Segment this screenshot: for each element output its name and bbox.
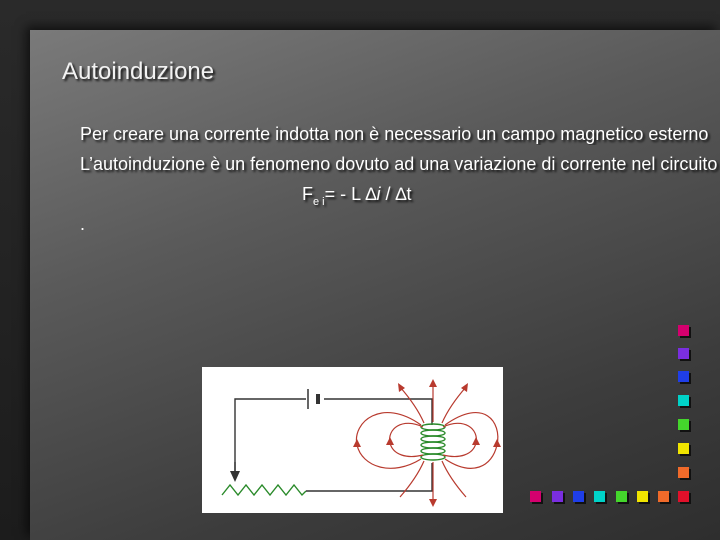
- decor-square: [678, 325, 689, 336]
- decor-square: [678, 491, 689, 502]
- formula-slash: /: [380, 184, 396, 204]
- decor-square: [637, 491, 648, 502]
- solenoid-circuit-figure: [202, 367, 503, 513]
- text-line-2: L’autoinduzione è un fenomeno dovuto ad una variazione di corrente nel circuito: [80, 154, 718, 174]
- slide-title: Autoinduzione: [62, 58, 215, 85]
- formula-i: i: [376, 184, 381, 204]
- decor-square: [678, 371, 689, 382]
- formula-t: t: [406, 184, 412, 204]
- coil-icon: [421, 424, 445, 460]
- solenoid-circuit-icon: [202, 367, 503, 513]
- battery-icon: [308, 389, 318, 409]
- bullet-dot: .: [80, 214, 86, 234]
- decor-square: [678, 395, 689, 406]
- formula-f: F: [302, 184, 313, 204]
- decor-square: [678, 467, 689, 478]
- decor-square: [552, 491, 563, 502]
- formula-equals: = - L: [324, 184, 366, 204]
- decor-square: [616, 491, 627, 502]
- circuit-wire: [230, 399, 432, 482]
- decor-square: [573, 491, 584, 502]
- formula: [302, 184, 412, 208]
- decor-square: [678, 348, 689, 359]
- formula-delta-2: ∆: [395, 184, 407, 204]
- decor-square: [530, 491, 541, 502]
- decor-square: [678, 419, 689, 430]
- decor-square: [658, 491, 669, 502]
- formula-subscript: e i: [313, 196, 325, 208]
- formula-delta-1: ∆: [365, 184, 377, 204]
- decor-square: [678, 443, 689, 454]
- text-line-1: Per creare una corrente indotta non è necessario un campo magnetico esterno: [80, 124, 709, 144]
- decor-square: [594, 491, 605, 502]
